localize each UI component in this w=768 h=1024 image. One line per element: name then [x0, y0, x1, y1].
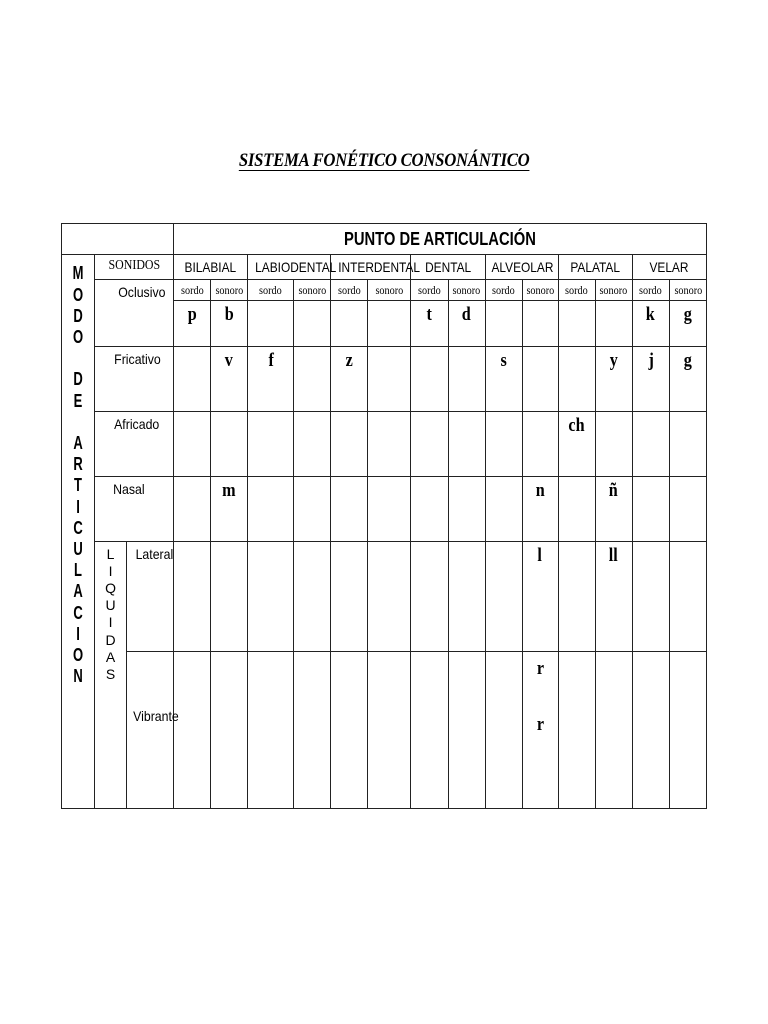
- region-velar: VELAR: [632, 255, 706, 280]
- cell-vibrante-velar-sordo: [632, 652, 669, 809]
- symbol: n: [535, 479, 545, 501]
- cell-lateral-interdental-sordo: [331, 541, 368, 652]
- cell-oclusivo-velar-sonoro: [669, 301, 706, 347]
- region-dental: DENTAL: [411, 255, 485, 280]
- cell-nasal-palatal-sonoro: [595, 476, 632, 541]
- cell-vibrante-interdental-sordo: [331, 652, 368, 809]
- symbol: g: [683, 350, 692, 372]
- symbol: y: [609, 350, 618, 372]
- modo-de-articulacion-label: [62, 255, 95, 809]
- cell-lateral-palatal-sordo: [558, 541, 595, 652]
- symbol: ch: [568, 415, 585, 436]
- cell-vibrante-dental-sordo: [411, 652, 448, 809]
- cell-oclusivo-bilabial-sonoro: [211, 301, 248, 347]
- cell-nasal-alveolar-sonoro: [522, 476, 558, 541]
- cell-nasal-interdental-sonoro: [368, 476, 411, 541]
- vertical-letter: C: [73, 517, 83, 538]
- sonidos-header: SONIDOS: [95, 255, 174, 280]
- symbol: t: [426, 304, 433, 326]
- vertical-letter: O: [72, 284, 84, 305]
- symbol: f: [268, 350, 274, 372]
- row-label-africado: Africado: [95, 412, 174, 477]
- row-label-oclusivo: Oclusivo: [95, 280, 174, 347]
- cell-fricativo-interdental-sonoro: [368, 347, 411, 412]
- cell-oclusivo-alveolar-sonoro: [522, 301, 558, 347]
- cell-lateral-palatal-sonoro: [595, 541, 632, 652]
- cell-fricativo-labiodental-sonoro: [294, 347, 331, 412]
- symbol: l: [537, 544, 543, 566]
- voicing-sordo: sordo: [331, 280, 368, 301]
- cell-africado-dental-sonoro: [448, 412, 485, 477]
- cell-vibrante-velar-sonoro: [669, 652, 706, 809]
- symbol: g: [683, 304, 692, 326]
- symbol: v: [225, 350, 234, 372]
- cell-vibrante-alveolar-sordo: [485, 652, 522, 809]
- row-label-lateral: Lateral: [127, 541, 174, 652]
- cell-nasal-velar-sonoro: [669, 476, 706, 541]
- cell-lateral-labiodental-sonoro: [294, 541, 331, 652]
- vertical-letter: N: [73, 666, 83, 687]
- symbol: m: [222, 479, 236, 501]
- cell-oclusivo-interdental-sonoro: [368, 301, 411, 347]
- cell-africado-bilabial-sonoro: [211, 412, 248, 477]
- row-label-nasal: Nasal: [95, 476, 174, 541]
- cell-lateral-alveolar-sonoro: [522, 541, 558, 652]
- cell-fricativo-bilabial-sordo: [174, 347, 211, 412]
- vertical-letter: I: [76, 496, 80, 517]
- cell-oclusivo-labiodental-sordo: [248, 301, 294, 347]
- cell-vibrante-labiodental-sonoro: [294, 652, 331, 809]
- cell-africado-palatal-sonoro: [595, 412, 632, 477]
- vertical-letter: O: [72, 326, 84, 347]
- vertical-letter: [66, 412, 89, 433]
- page-title-wrap: [0, 150, 768, 172]
- vertical-letter: A: [73, 581, 83, 602]
- cell-nasal-velar-sordo: [632, 476, 669, 541]
- voicing-sordo: sordo: [248, 280, 294, 301]
- corner-cell: [62, 224, 174, 255]
- cell-nasal-labiodental-sordo: [248, 476, 294, 541]
- vertical-letter: M: [72, 263, 84, 284]
- region-alveolar: ALVEOLAR: [485, 255, 558, 280]
- cell-fricativo-velar-sonoro: [669, 347, 706, 412]
- vertical-letter: S: [105, 665, 116, 682]
- cell-lateral-alveolar-sordo: [485, 541, 522, 652]
- cell-lateral-velar-sordo: [632, 541, 669, 652]
- region-labiodental: LABIODENTAL: [248, 255, 331, 280]
- vertical-letter: D: [105, 631, 116, 648]
- vertical-letter: I: [108, 562, 113, 579]
- cell-fricativo-bilabial-sonoro: [211, 347, 248, 412]
- cell-fricativo-interdental-sordo: [331, 347, 368, 412]
- vertical-letter: O: [72, 644, 84, 665]
- cell-fricativo-palatal-sordo: [558, 347, 595, 412]
- vertical-letter: U: [73, 538, 83, 559]
- symbol: s: [500, 350, 507, 372]
- vertical-letter: [66, 348, 89, 369]
- voicing-sordo: sordo: [174, 280, 211, 301]
- voicing-sordo: sordo: [411, 280, 448, 301]
- row-lateral: [62, 541, 707, 652]
- cell-oclusivo-interdental-sordo: [331, 301, 368, 347]
- vertical-letter: L: [74, 560, 82, 581]
- row-africado: [62, 412, 707, 477]
- cell-oclusivo-dental-sonoro: [448, 301, 485, 347]
- symbol-r: r: [536, 658, 544, 680]
- cell-oclusivo-dental-sordo: [411, 301, 448, 347]
- cell-lateral-dental-sordo: [411, 541, 448, 652]
- region-bilabial: BILABIAL: [174, 255, 248, 280]
- voicing-sonoro: sonoro: [294, 280, 331, 301]
- cell-oclusivo-alveolar-sordo: [485, 301, 522, 347]
- voicing-sonoro: sonoro: [669, 280, 706, 301]
- liquidas-label: [95, 541, 127, 808]
- voicing-sonoro: sonoro: [522, 280, 558, 301]
- vertical-letter: I: [108, 614, 113, 631]
- cell-lateral-labiodental-sordo: [248, 541, 294, 652]
- vertical-letter: C: [73, 602, 83, 623]
- cell-nasal-alveolar-sordo: [485, 476, 522, 541]
- row-label-fricativo: Fricativo: [95, 347, 174, 412]
- row-nasal: [62, 476, 707, 541]
- header-row-voicing: [62, 280, 707, 301]
- symbol-rr: r: [536, 714, 544, 736]
- cell-vibrante-bilabial-sonoro: [211, 652, 248, 809]
- cell-fricativo-dental-sordo: [411, 347, 448, 412]
- cell-oclusivo-bilabial-sordo: [174, 301, 211, 347]
- symbol: d: [462, 304, 472, 326]
- vertical-letter: L: [106, 545, 115, 562]
- cell-oclusivo-velar-sordo: [632, 301, 669, 347]
- cell-fricativo-alveolar-sonoro: [522, 347, 558, 412]
- cell-lateral-bilabial-sordo: [174, 541, 211, 652]
- cell-fricativo-velar-sordo: [632, 347, 669, 412]
- cell-oclusivo-labiodental-sonoro: [294, 301, 331, 347]
- vertical-letter: T: [74, 475, 82, 496]
- cell-africado-alveolar-sordo: [485, 412, 522, 477]
- cell-fricativo-palatal-sonoro: [595, 347, 632, 412]
- symbol: ll: [609, 544, 619, 566]
- cell-nasal-bilabial-sonoro: [211, 476, 248, 541]
- cell-vibrante-bilabial-sordo: [174, 652, 211, 809]
- vertical-letter: I: [76, 623, 80, 644]
- cell-nasal-interdental-sordo: [331, 476, 368, 541]
- cell-africado-dental-sordo: [411, 412, 448, 477]
- cell-nasal-palatal-sordo: [558, 476, 595, 541]
- voicing-sonoro: sonoro: [368, 280, 411, 301]
- cell-vibrante-interdental-sonoro: [368, 652, 411, 809]
- symbol: ñ: [609, 479, 619, 501]
- punto-header: PUNTO DE ARTICULACIÓN: [174, 224, 707, 255]
- voicing-sordo: sordo: [632, 280, 669, 301]
- cell-vibrante-labiodental-sordo: [248, 652, 294, 809]
- cell-nasal-labiodental-sonoro: [294, 476, 331, 541]
- vertical-letter: A: [105, 648, 116, 665]
- cell-africado-velar-sonoro: [669, 412, 706, 477]
- symbol: k: [646, 304, 656, 326]
- symbol: p: [187, 304, 197, 326]
- cell-africado-interdental-sordo: [331, 412, 368, 477]
- row-vibrante: [62, 652, 707, 809]
- cell-oclusivo-palatal-sordo: [558, 301, 595, 347]
- cell-oclusivo-palatal-sonoro: [595, 301, 632, 347]
- vertical-letter: A: [73, 432, 83, 453]
- cell-africado-palatal-sordo: [558, 412, 595, 477]
- cell-africado-interdental-sonoro: [368, 412, 411, 477]
- cell-vibrante-palatal-sonoro: [595, 652, 632, 809]
- cell-fricativo-labiodental-sordo: [248, 347, 294, 412]
- cell-lateral-interdental-sonoro: [368, 541, 411, 652]
- voicing-sordo: sordo: [485, 280, 522, 301]
- cell-lateral-bilabial-sonoro: [211, 541, 248, 652]
- vertical-letter: U: [105, 597, 116, 614]
- region-palatal: PALATAL: [558, 255, 632, 280]
- cell-nasal-dental-sordo: [411, 476, 448, 541]
- cell-lateral-dental-sonoro: [448, 541, 485, 652]
- header-row-regions: [62, 255, 707, 280]
- cell-lateral-velar-sonoro: [669, 541, 706, 652]
- cell-africado-alveolar-sonoro: [522, 412, 558, 477]
- header-row-punto: [62, 224, 707, 255]
- cell-fricativo-alveolar-sordo: [485, 347, 522, 412]
- vertical-letter: D: [73, 305, 83, 326]
- cell-vibrante-palatal-sordo: [558, 652, 595, 809]
- cell-africado-bilabial-sordo: [174, 412, 211, 477]
- cell-nasal-bilabial-sordo: [174, 476, 211, 541]
- cell-africado-velar-sordo: [632, 412, 669, 477]
- row-label-vibrante: Vibrante: [127, 652, 174, 809]
- consonant-table: [61, 223, 707, 809]
- voicing-sonoro: sonoro: [448, 280, 485, 301]
- row-fricativo: [62, 347, 707, 412]
- region-interdental: INTERDENTAL: [331, 255, 411, 280]
- voicing-sonoro: sonoro: [595, 280, 632, 301]
- vertical-letter: D: [73, 369, 83, 390]
- cell-africado-labiodental-sordo: [248, 412, 294, 477]
- vertical-letter: R: [73, 454, 83, 475]
- voicing-sordo: sordo: [558, 280, 595, 301]
- symbol: b: [224, 304, 234, 326]
- vertical-letter: Q: [105, 579, 116, 596]
- voicing-sonoro: sonoro: [211, 280, 248, 301]
- cell-vibrante-dental-sonoro: [448, 652, 485, 809]
- cell-nasal-dental-sonoro: [448, 476, 485, 541]
- symbol: z: [345, 350, 353, 372]
- cell-africado-labiodental-sonoro: [294, 412, 331, 477]
- page-title: SISTEMA FONÉTICO CONSONÁNTICO: [238, 150, 530, 171]
- cell-vibrante-alveolar-sonoro: [522, 652, 558, 809]
- cell-fricativo-dental-sonoro: [448, 347, 485, 412]
- symbol: j: [648, 350, 654, 372]
- vertical-letter: E: [73, 390, 83, 411]
